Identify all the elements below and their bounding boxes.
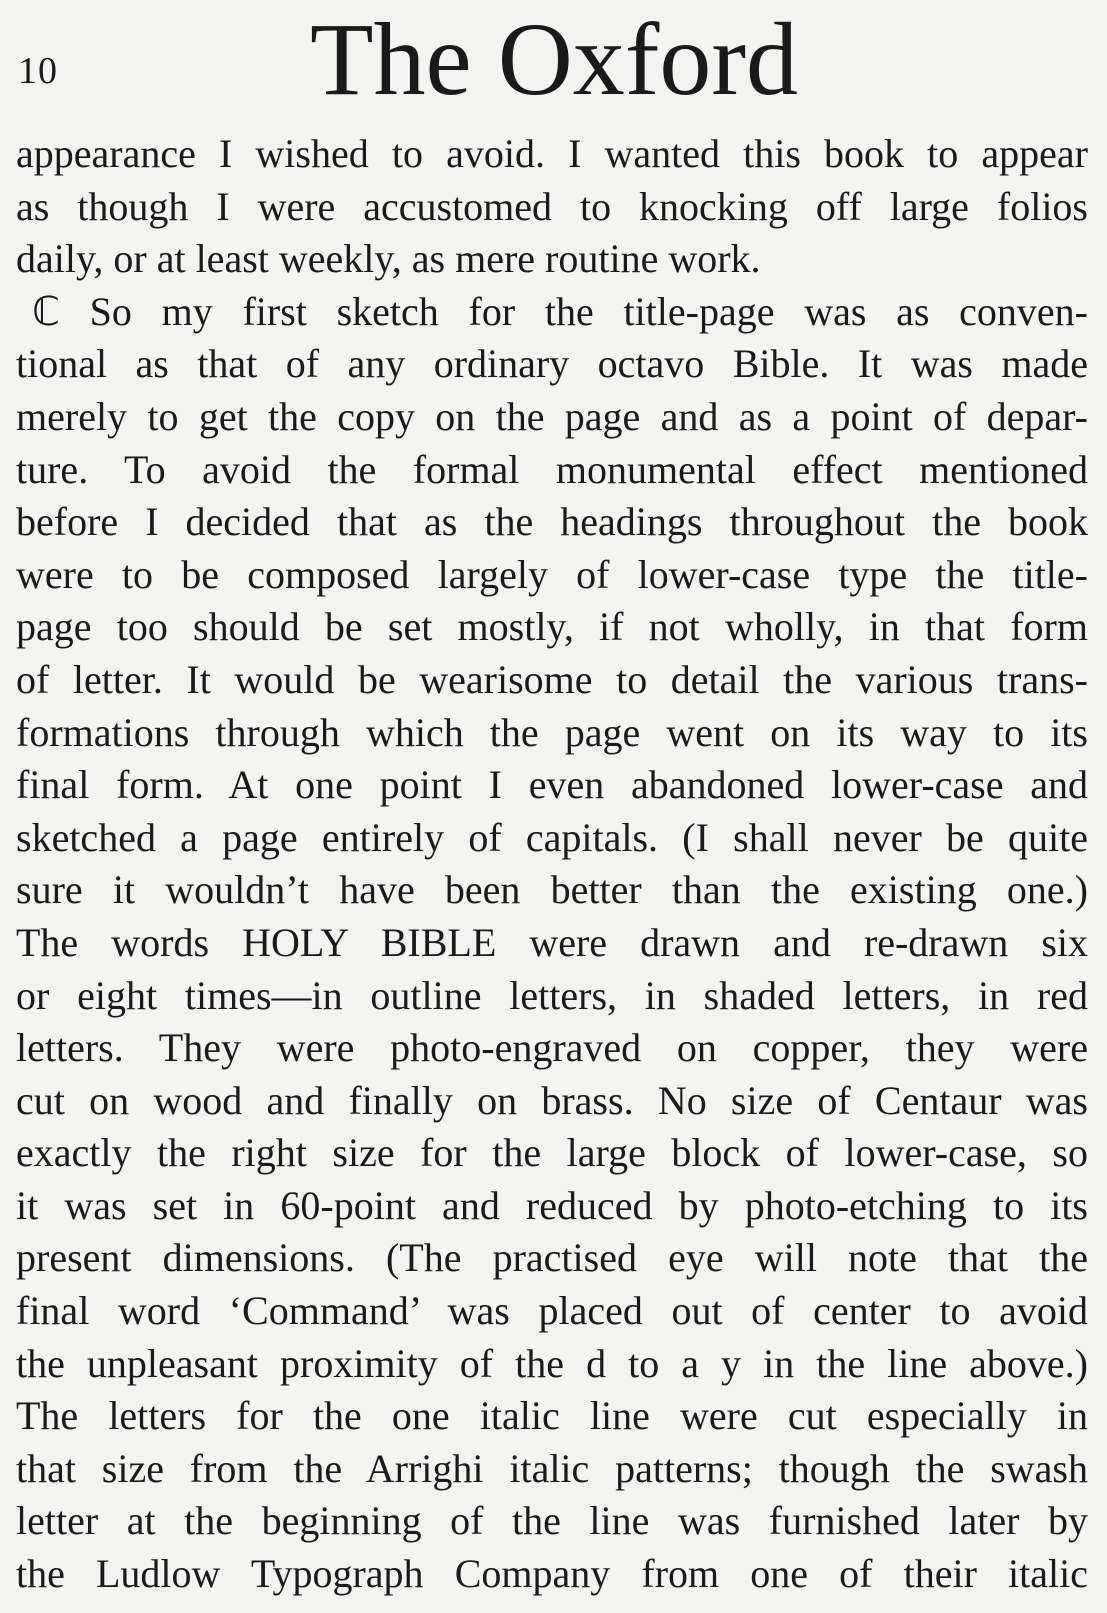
text-line: or eight times—in outline letters, in shaded letters, in red (16, 972, 1088, 1018)
text-line: The words HOLY BIBLE were drawn and re-drawn six (16, 919, 1088, 965)
body-text (16, 128, 1088, 1601)
text-line: were to be composed largely of lower-case type the title- (16, 551, 1088, 597)
text-line: cut on wood and finally on brass. No size of Centaur was (16, 1077, 1088, 1123)
text-line: ture. To avoid the formal monumental effect mentioned (16, 446, 1088, 492)
text-line: formations through which the page went on its way to its (16, 709, 1088, 755)
text-line: tional as that of any ordinary octavo Bible. It was made (16, 341, 1088, 387)
text-line: merely to get the copy on the page and as a point of depar- (16, 393, 1088, 439)
text-line: ℂ So my first sketch for the title-page was as conven- (32, 288, 1088, 334)
text-line: final form. At one point I even abandoned lower-case and (16, 762, 1088, 808)
page-number: 10 (18, 50, 58, 92)
text-line: present dimensions. (The practised eye will note that the (16, 1235, 1088, 1281)
text-line: that size from the Arrighi italic patterns; though the swash (16, 1445, 1088, 1491)
text-line: The letters for the one italic line were cut especially in (16, 1393, 1088, 1439)
text-line: of letter. It would be wearisome to detail the various trans- (16, 656, 1088, 702)
text-line: before I decided that as the headings throughout the book (16, 499, 1088, 545)
running-head: The Oxford (310, 2, 799, 117)
text-line: sure it wouldn’t have been better than the existing one.) (16, 867, 1088, 913)
text-line: the Ludlow Typograph Company from one of their italic (16, 1551, 1088, 1597)
text-line: daily, or at least weekly, as mere routine work. (16, 236, 761, 282)
text-line: page too should be set mostly, if not wholly, in that form (16, 604, 1088, 650)
text-line: appearance I wished to avoid. I wanted this book to appear (16, 131, 1088, 176)
text-line: sketched a page entirely of capitals. (I shall never be quite (16, 814, 1088, 860)
text-line: letters. They were photo-engraved on copper, they were (16, 1025, 1088, 1071)
text-line: as though I were accustomed to knocking off large folios (16, 183, 1088, 229)
text-line: final word ‘Command’ was placed out of center to avoid (16, 1288, 1088, 1334)
text-line: it was set in 60-point and reduced by photo-etching to its (16, 1182, 1088, 1228)
text-line: letter at the beginning of the line was furnished later by (16, 1498, 1088, 1544)
text-line: the unpleasant proximity of the d to a y in the line above.) (16, 1340, 1088, 1386)
text-line: exactly the right size for the large block of lower-case, so (16, 1130, 1088, 1176)
